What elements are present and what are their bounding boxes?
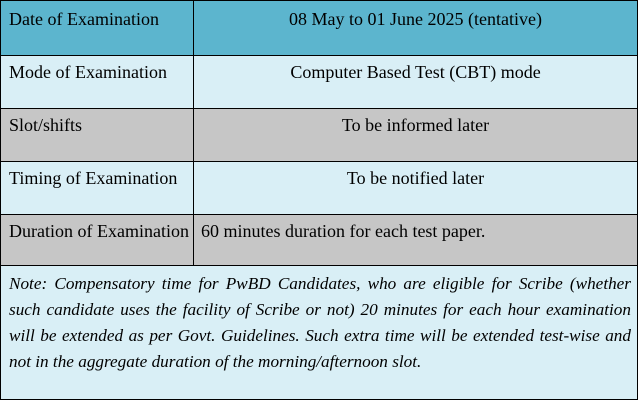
compensatory-time-note: Note: Compensatory time for PwBD Candidates, who are eligible for Scribe (whether such candidate uses the facility of Scribe or not) 20 minutes for each hour examination will be extended as per Govt. Guidelines. Such extra time will be extended test-wise and not in the aggregate duration of the morning/afternoon slot. <box>1 266 637 399</box>
row-label: Date of Examination <box>1 1 194 55</box>
row-value: To be informed later <box>341 115 490 135</box>
table-row-slot-shifts <box>1 109 637 162</box>
row-value: 60 minutes duration for each test paper. <box>201 221 486 241</box>
row-label: Duration of Examination <box>1 215 194 265</box>
row-label: Timing of Examination <box>1 162 194 214</box>
row-value: To be notified later <box>346 168 485 188</box>
row-value: Computer Based Test (CBT) mode <box>290 62 541 82</box>
row-label: Slot/shifts <box>1 109 194 161</box>
row-label: Mode of Examination <box>1 56 194 108</box>
row-value: 08 May to 01 June 2025 (tentative) <box>289 9 542 29</box>
table-row-date-of-examination <box>1 1 637 56</box>
table-row-mode-of-examination <box>1 56 637 109</box>
table-row-timing-of-examination <box>1 162 637 215</box>
table-row-duration-of-examination <box>1 215 637 266</box>
